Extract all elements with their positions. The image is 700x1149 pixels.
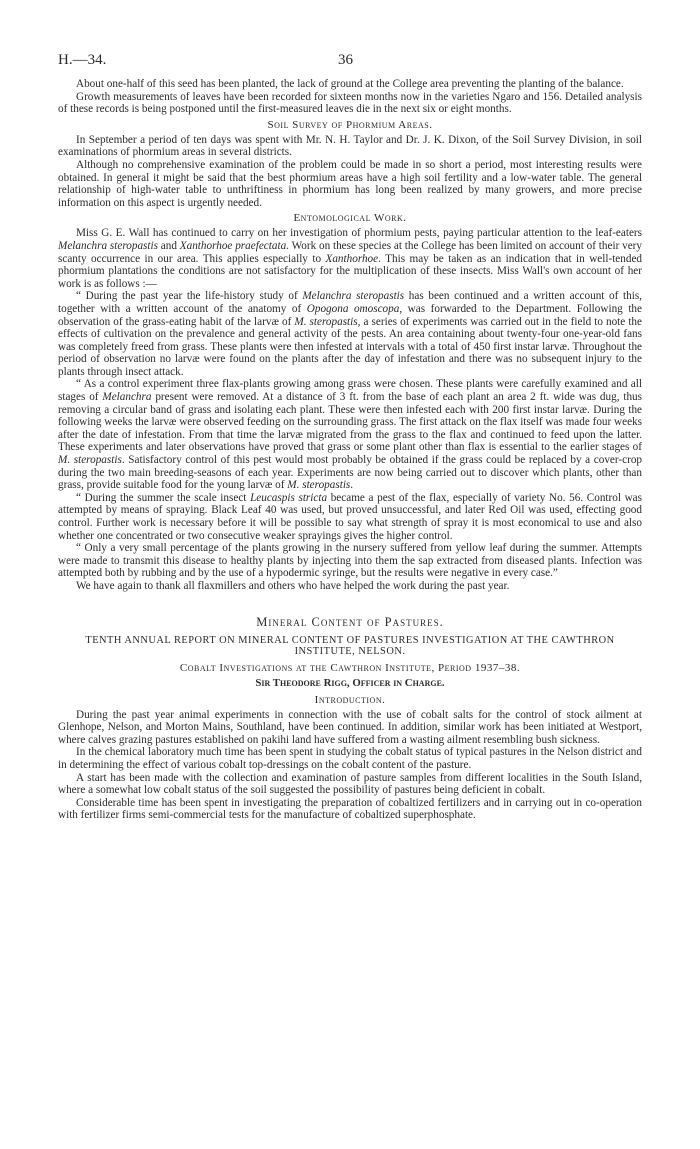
paragraph: Considerable time has been spent in investigating the preparation of cobaltized fertilizers and in carrying out in co-operation with fertilizer firms semi-commercial tests for the manufacture of cobaltized superphosphate.: [58, 796, 642, 822]
paragraph: A start has been made with the collection and examination of pasture samples from different localities in the South Island, where a somewhat low cobalt status of the soil suggested the possibility of pastures being deficient in cobalt.: [58, 771, 642, 797]
paragraph: “ As a control experiment three flax-plants growing among grass were chosen. These plants were carefully examined and all stages of Melanchra present were removed. At a distance of 3 ft. from the base of each plant an area 2 ft. wide was dug, thus removing a circular band of grass and isolating each plant. These were then infested each with 200 first instar larvæ. During the following weeks the larvæ were observed feeding on the surrounding grass. The first attack on the flax itself was made four weeks after the date of infestation. From that time the larvæ migrated from the grass to the flax and continued to feed upon the latter. These experiments and later observations have proved that grass or some plant other than flax is essential to the earlier stages of M. steropastis. Satisfactory control of this pest would most probably be obtained if the grass could be replaced by a cover-crop during the two main breeding-seasons of each year. Experiments are now being carried out to discover which plants, other than grass, provide suitable food for the young larvæ of M. steropastis.: [58, 378, 643, 492]
paragraph: About one-half of this seed has been planted, the lack of ground at the College area preventing the planting of the balance.: [76, 78, 624, 90]
paragraph: Although no comprehensive examination of the problem could be made in so short a period, most interesting results were obtained. In general it might be said that the best phormium areas have a high soil fertility and a low-water table. The general relationship of high-water table to unthriftiness in phormium has long been realized by many growers, and more precise information on this aspect is urgently needed.: [58, 158, 642, 209]
paragraph: “ During the past year the life-history study of Melanchra steropastis has been continued and a written account of this, together with a written account of the anatomy of Opogona omoscopa, was forwarded to the Department. Following the observation of the grass-eating habit of the larvæ of M. steropastis, a series of experiments was carried out in the field to note the effects of cultivation on the prevalence and general activity of the pests. An area containing about twenty-four one-year-old fans was completely freed from grass. These plants were then infested at intervals with a total of 450 first instar larvæ. Throughout the period of observation no larvæ were found on the plants after the day of infestation and there was no subsequent injury to the plants through insect attack.: [58, 290, 642, 378]
paragraph: Growth measurements of leaves have been recorded for sixteen months now in the varieties Ngaro and 156. Detailed analysis of these records is being postponed until the first-measured leaves die in the next six or eight months.: [58, 90, 642, 116]
page-header: [0, 52, 700, 72]
section-heading-entomological: Entomological Work.: [293, 212, 407, 225]
paragraph: “ Only a very small percentage of the plants growing in the nursery suffered from yellow leaf during the summer. Attempts were made to transmit this disease to healthy plants by injecting into them the sap extracted from diseased plants. Infection was attempted both by rubbing and by the use of a hypodermic syringe, but the results were negative in every case.”: [58, 542, 642, 580]
paragraph: During the past year animal experiments in connection with the use of cobalt salts for the control of stock ailment at Glenhope, Nelson, and Morton Mains, Southland, have been continued. In addition, similar work has been initiated at Westport, where calves grazing pastures established on pakihi land have suffered from a wasting ailment resembling bush sickness.: [58, 708, 642, 746]
report-title: TENTH ANNUAL REPORT ON MINERAL CONTENT OF PASTURES INVESTIGATION AT THE CAWTHRON INSTITUTE, NELSON.: [85, 634, 615, 658]
document-reference: H.—34.: [58, 52, 107, 68]
page-body: [58, 78, 642, 822]
paragraph: We have again to thank all flaxmillers and others who have helped the work during the past year.: [76, 579, 510, 592]
officer-in-charge: Sir Theodore Rigg, Officer in Charge.: [255, 676, 445, 689]
subheading-cobalt-investigations: Cobalt Investigations at the Cawthron Institute, Period 1937–38.: [179, 661, 521, 674]
section-heading-introduction: Introduction.: [314, 693, 386, 706]
paragraph: “ During the summer the scale insect Leucaspis stricta became a pest of the flax, especially of variety No. 56. Control was attempted by means of spraying. Black Leaf 40 was used, but proved unsuccessful, and later Red Oil was used, effecting good control. Further work is necessary before it will be possible to say what strength of spray it is most economical to use and also whether one concentrated or two consecutive weaker sprayings gives the higher control.: [58, 491, 643, 542]
paragraph: In the chemical laboratory much time has been spent in studying the cobalt status of typical pastures in the Nelson district and in determining the effect of various cobalt top-dressings on the cobalt content of the pasture.: [58, 746, 642, 771]
paragraph: Miss G. E. Wall has continued to carry on her investigation of phormium pests, paying particular attention to the leaf-eaters Melanchra steropastis and Xanthorhoe praefectata. Work on these species at the College has been limited on account of their very scanty occurrence in our area. This applies especially to Xanthorhoe. This may be taken as an indication that in well-tended phormium plantations the conditions are not satisfactory for the multiplication of these insects. Miss Wall's own account of her work is as follows :—: [58, 227, 643, 290]
section-heading-mineral-content: Mineral Content of Pastures.: [256, 614, 444, 629]
section-heading-soil-survey: Soil Survey of Phormium Areas.: [267, 118, 433, 131]
paragraph: In September a period of ten days was spent with Mr. N. H. Taylor and Dr. J. K. Dixon, of the Soil Survey Division, in soil examinations of phormium areas in several districts.: [58, 133, 642, 159]
page-number: 36: [338, 52, 353, 68]
